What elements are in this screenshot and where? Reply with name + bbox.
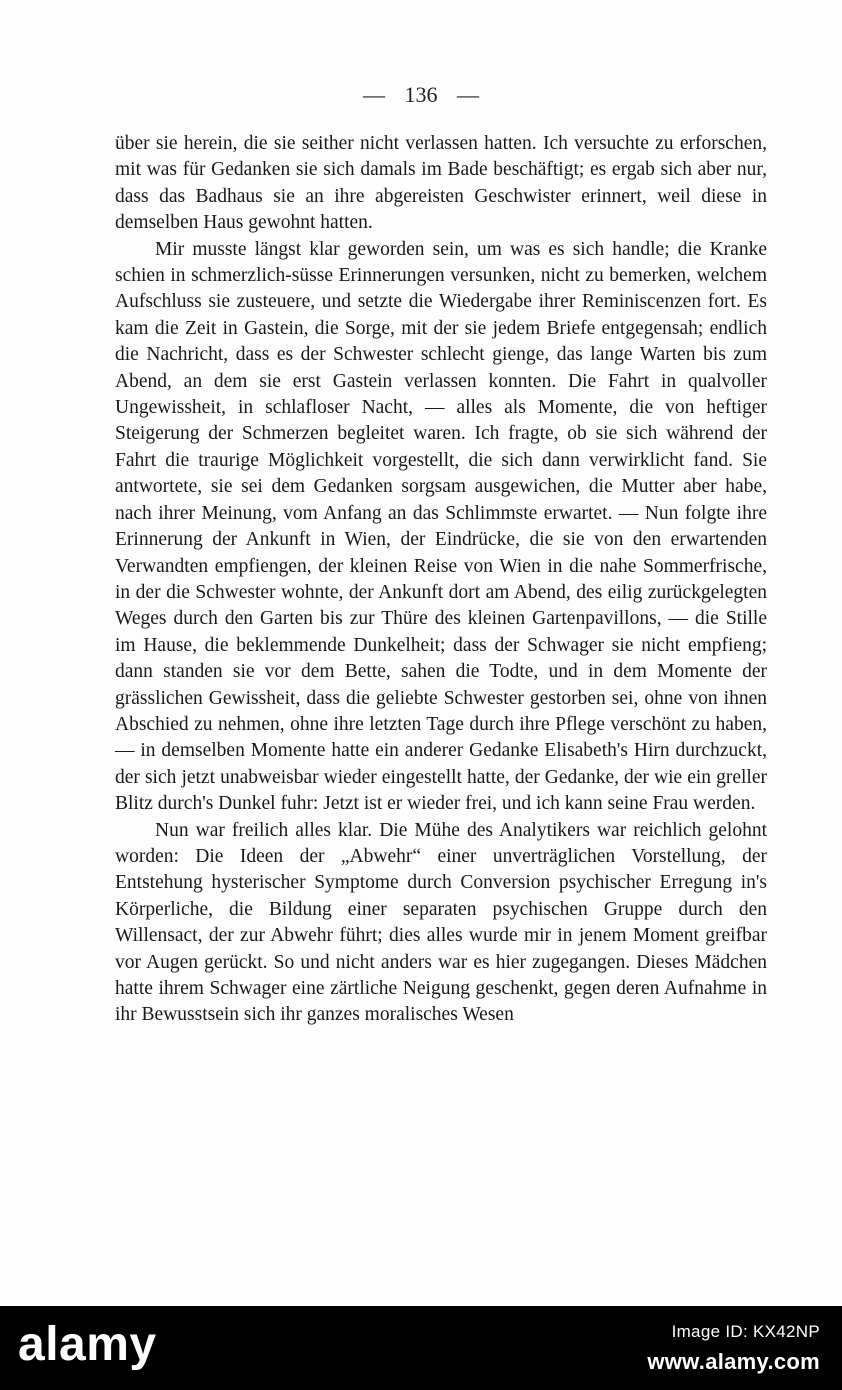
paragraph: Mir musste längst klar geworden sein, um was es sich handle; die Kranke schien in schmerzlich-süsse Erinnerungen versunken, nicht zu bemerken, welchem Aufschluss sie zusteuere, und setzte die Wiedergabe ihrer Reminiscenzen fort. Es kam die Zeit in Gastein, die Sorge, mit der sie jedem Briefe entgegensah; endlich die Nachricht, dass es der Schwester schlecht gienge, das lange Warten bis zum Abend, an dem sie erst Gastein verlassen konnten. Die Fahrt in qualvoller Ungewissheit, in schlafloser Nacht, — alles als Momente, die von heftiger Steigerung der Schmerzen begleitet waren. Ich fragte, ob sie sich während der Fahrt die traurige Möglichkeit vorgestellt, die sich dann verwirklicht fand. Sie antwortete, sie sei dem Gedanken sorgsam ausgewichen, die Mutter aber habe, nach ihrer Meinung, vom Anfang an das Schlimmste erwartet. — Nun folgte ihre Erinnerung der Ankunft in Wien, der Eindrücke, die sie von den erwartenden Verwandten empfiengen, der kleinen Reise von Wien in die nahe Sommerfrische, in der die Schwester wohnte, der Ankunft dort am Abend, des eilig zurückgelegten Weges durch den Garten bis zur Thüre des kleinen Gartenpavillons, — die Stille im Hause, die beklemmende Dunkelheit; dass der Schwager sie nicht empfieng; dann standen sie vor dem Bette, sahen die Todte, und in dem Momente der grässlichen Gewissheit, dass die geliebte Schwester gestorben sei, ohne von ihnen Abschied zu nehmen, ohne ihre letzten Tage durch ihre Pflege verschönt zu haben, — in demselben Momente hatte ein anderer Gedanke Elisabeth's Hirn durchzuckt, der sich jetzt unabweisbar wieder eingestellt hatte, der Gedanke, der wie ein greller Blitz durch's Dunkel fuhr: Jetzt ist er wieder frei, und ich kann seine Frau werden. — [115, 238, 767, 815]
alamy-url: www.alamy.com — [647, 1348, 820, 1374]
body-text — [115, 131, 767, 1029]
alamy-watermark-bar — [0, 1306, 842, 1390]
watermark-meta — [647, 1322, 820, 1375]
page-number: — 136 — — [363, 82, 479, 107]
paragraph: über sie herein, die sie seither nicht verlassen hatten. Ich versuchte zu erforschen, mit was für Gedanken sie sich damals im Bade beschäftigt; es ergab sich aber nur, dass das Badhaus sie an ihre abgereisten Geschwister erinnert, weil diese in demselben Haus gewohnt hatten. — [115, 133, 767, 234]
image-id-label: Image ID: KX42NP — [671, 1321, 820, 1341]
paragraph: Nun war freilich alles klar. Die Mühe des Analytikers war reichlich gelohnt worden: Die Ideen der „Abwehr“ einer unverträglichen Vorstellung, der Entstehung hysterischer Symptome durch Conversion psychischer Erregung in's Körperliche, die Bildung einer separaten psychischen Gruppe durch den Willensact, der zur Abwehr führt; dies alles wurde mir in jenem Moment greifbar vor Augen gerückt. So und nicht anders war es hier zugegangen. Dieses Mädchen hatte ihrem Schwager eine zärtliche Neigung geschenkt, gegen deren Aufnahme in ihr Bewusstsein sich ihr ganzes moralisches Wesen — [115, 819, 767, 1026]
alamy-logo: alamy — [18, 1318, 157, 1371]
